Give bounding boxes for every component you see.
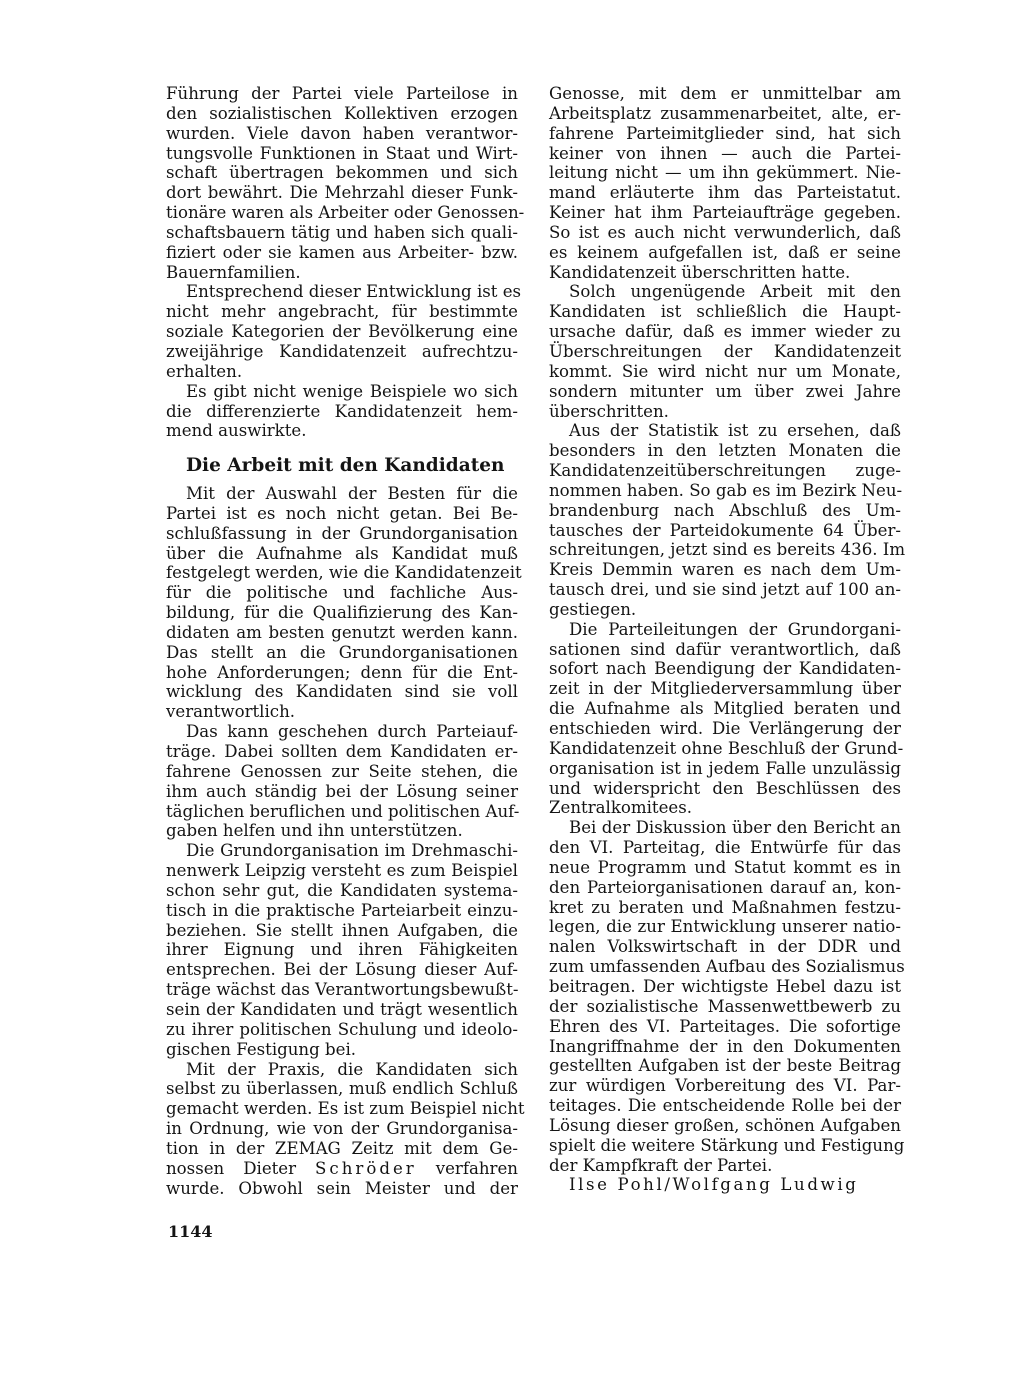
text-line: träge. Dabei sollten dem Kandidaten er- xyxy=(166,742,518,761)
text-line: leitung nicht — um ihn gekümmert. Nie- xyxy=(549,163,901,183)
text-line: sein der Kandidaten und trägt wesentlich xyxy=(166,999,518,1019)
text-line: Das stellt an die Grundorganisationen xyxy=(166,642,518,662)
text-line: die differenzierte Kandidatenzeit hem- xyxy=(166,401,518,421)
text-fragment: nossen Dieter xyxy=(166,1158,316,1178)
text-line: entschieden wird. Die Verlängerung der xyxy=(549,719,901,738)
text-line: nicht mehr angebracht, für bestimmte xyxy=(166,302,518,322)
text-line: fahrene Genossen zur Seite stehen, die xyxy=(166,761,518,781)
text-line: Kandidatenzeit ohne Beschluß der Grund- xyxy=(549,738,904,758)
text-line: schaft übertragen bekommen und sich xyxy=(166,163,518,183)
text-line: schreitungen, jetzt sind es bereits 436. Im xyxy=(549,540,906,560)
text-line: tionäre waren als Arbeiter oder Genossen- xyxy=(166,203,525,223)
text-line: schaftsbauern tätig und haben sich quali- xyxy=(166,222,518,242)
text-line: Partei ist es noch nicht getan. Bei Be- xyxy=(166,503,518,523)
text-line: Führung der Partei viele Parteilose in xyxy=(166,84,518,103)
text-line: organisation ist in jedem Falle unzulässig xyxy=(549,758,901,778)
text-line: mend auswirkte. xyxy=(166,421,307,441)
text-line: Kandidaten ist schließlich die Haupt- xyxy=(549,302,901,322)
text-line: schon sehr gut, die Kandidaten systema- xyxy=(166,880,518,900)
text-line: den Parteiorganisationen darauf an, kon- xyxy=(549,877,901,897)
section-heading: Die Arbeit mit den Kandidaten xyxy=(186,455,505,477)
text-line: Das kann geschehen durch Parteiauf- xyxy=(186,722,518,742)
text-line: Die Parteileitungen der Grundorgani- xyxy=(569,619,901,639)
text-line: tausch drei, und sie sind jetzt auf 100 an- xyxy=(549,580,901,600)
text-line: Aus der Statistik ist zu ersehen, daß xyxy=(569,421,901,441)
page-number: 1144 xyxy=(168,1222,213,1241)
text-line xyxy=(166,1159,518,1179)
spaced-name: Schröder xyxy=(315,1158,417,1178)
text-line: Bauernfamilien. xyxy=(166,262,301,282)
text-line: gaben helfen und ihn unterstützen. xyxy=(166,821,463,841)
text-line: besonders in den letzten Monaten die xyxy=(549,441,901,461)
text-line: es keinem aufgefallen ist, daß er seine xyxy=(549,242,901,262)
text-line: den sozialistischen Kollektiven erzogen xyxy=(166,103,518,123)
text-line: wurde. Obwohl sein Meister und der xyxy=(166,1178,518,1198)
text-line: Inangriffnahme der in den Dokumenten xyxy=(549,1036,901,1056)
text-line: überschritten. xyxy=(549,401,669,421)
text-line: mand erläuterte ihm das Parteistatut. xyxy=(549,183,901,203)
text-line: wicklung des Kandidaten sind sie voll xyxy=(166,682,518,702)
author-signature: Ilse Pohl/Wolfgang Ludwig xyxy=(569,1175,859,1195)
left-column xyxy=(166,84,525,1198)
text-line: zu ihrer politischen Schulung und ideolo- xyxy=(166,1019,518,1039)
text-line: fahrene Parteimitglieder sind, hat sich xyxy=(549,123,901,143)
text-line: ursache dafür, daß es immer wieder zu xyxy=(549,322,901,342)
text-line: Zentralkomitees. xyxy=(549,798,693,818)
text-line: täglichen beruflichen und politischen Auf- xyxy=(166,801,520,821)
text-line: gischen Festigung bei. xyxy=(166,1039,357,1059)
text-line: Keiner hat ihm Parteiaufträge gegeben. xyxy=(549,203,901,223)
text-line: neue Programm und Statut kommt es in xyxy=(549,857,901,877)
text-line: träge wächst das Verantwortungsbewußt- xyxy=(166,980,519,1000)
text-line: entsprechen. Bei der Lösung dieser Auf- xyxy=(166,960,518,980)
text-line: gemacht werden. Es ist zum Beispiel nicht xyxy=(166,1099,525,1119)
text-line: und widerspricht den Beschlüssen des xyxy=(549,778,901,798)
text-line: gestiegen. xyxy=(549,599,637,619)
text-line: didaten am besten genutzt werden kann. xyxy=(166,622,518,642)
text-line: der sozialistische Massenwettbewerb zu xyxy=(549,996,901,1016)
text-line: nalen Volkswirtschaft in der DDR und xyxy=(549,937,901,957)
text-line: beitragen. Der wichtigste Hebel dazu ist xyxy=(549,976,901,996)
text-line: Bei der Diskussion über den Bericht an xyxy=(569,818,901,838)
text-fragment: verfahren xyxy=(416,1158,518,1178)
text-line: Genosse, mit dem er unmittelbar am xyxy=(549,84,901,103)
text-line: tisch in die praktische Parteiarbeit einzu- xyxy=(166,900,518,920)
text-line: tion in der ZEMAG Zeitz mit dem Ge- xyxy=(166,1138,518,1158)
text-line: zeit in der Mitgliederversammlung über xyxy=(549,679,901,699)
text-line: nommen haben. So gab es im Bezirk Neu- xyxy=(549,480,903,500)
text-line: die Aufnahme als Mitglied beraten und xyxy=(549,699,901,719)
text-line: Die Grundorganisation im Drehmaschi- xyxy=(186,841,518,861)
text-line: spielt die weitere Stärkung und Festigung xyxy=(549,1135,905,1155)
text-line: Überschreitungen der Kandidatenzeit xyxy=(549,341,901,361)
text-line: zweijährige Kandidatenzeit aufrechtzu- xyxy=(166,341,518,361)
text-line: sondern mitunter um über zwei Jahre xyxy=(549,381,901,401)
text-line: selbst zu überlassen, muß endlich Schluß xyxy=(166,1079,518,1099)
text-line: Ehren des VI. Parteitages. Die sofortige xyxy=(549,1016,901,1036)
text-line: ihrer Eignung und ihren Fähigkeiten xyxy=(166,940,518,960)
text-line: tausches der Parteidokumente 64 Über- xyxy=(549,520,901,540)
text-line: gestellten Aufgaben ist der beste Beitrag xyxy=(549,1056,901,1076)
text-line: legen, die zur Entwicklung unserer natio- xyxy=(549,917,901,937)
text-line: der Kampfkraft der Partei. xyxy=(549,1155,773,1175)
text-line: Lösung dieser großen, schönen Aufgaben xyxy=(549,1115,901,1135)
text-line: Es gibt nicht wenige Beispiele wo sich xyxy=(186,381,518,401)
text-line: tungsvolle Funktionen in Staat und Wirt- xyxy=(166,143,518,163)
text-line: dort bewährt. Die Mehrzahl dieser Funk- xyxy=(166,183,518,203)
text-line: ihm auch ständig bei der Lösung seiner xyxy=(166,781,518,801)
text-line: erhalten. xyxy=(166,361,243,381)
text-line: bildung, für die Qualifizierung des Kan- xyxy=(166,603,518,623)
text-line: in Ordnung, wie von der Grundorganisa- xyxy=(166,1119,518,1139)
text-line: beziehen. Sie stellt ihnen Aufgaben, die xyxy=(166,920,518,940)
text-line: Solch ungenügende Arbeit mit den xyxy=(569,282,901,302)
text-line: sationen sind dafür verantwortlich, daß xyxy=(549,639,901,659)
text-line: So ist es auch nicht verwunderlich, daß xyxy=(549,222,901,242)
text-line: wurden. Viele davon haben verantwor- xyxy=(166,123,518,143)
text-line: nenwerk Leipzig versteht es zum Beispiel xyxy=(166,861,518,881)
text-line: Kandidatenzeit überschritten hatte. xyxy=(549,262,851,282)
text-line: schlußfassung in der Grundorganisation xyxy=(166,523,518,543)
text-line: verantwortlich. xyxy=(166,702,296,722)
text-line: zum umfassenden Aufbau des Sozialismus xyxy=(549,957,905,977)
text-line: brandenburg nach Abschluß des Um- xyxy=(549,500,901,520)
right-column xyxy=(549,84,906,1195)
text-line: fiziert oder sie kamen aus Arbeiter- bzw. xyxy=(166,242,518,262)
text-line: teitages. Die entscheidende Rolle bei der xyxy=(549,1096,901,1116)
text-line: Mit der Praxis, die Kandidaten sich xyxy=(186,1059,518,1079)
text-line: für die politische und fachliche Aus- xyxy=(166,583,518,603)
text-line: kret zu beraten und Maßnahmen festzu- xyxy=(549,897,901,917)
text-line: soziale Kategorien der Bevölkerung eine xyxy=(166,322,518,342)
text-line: Kreis Demmin waren es nach dem Um- xyxy=(549,560,901,580)
text-line: kommt. Sie wird nicht nur um Monate, xyxy=(549,361,901,381)
text-line: Entsprechend dieser Entwicklung ist es xyxy=(186,282,522,302)
text-line: zur würdigen Vorbereitung des VI. Par- xyxy=(549,1076,901,1096)
text-line: sofort nach Beendigung der Kandidaten- xyxy=(549,659,901,679)
text-line: Mit der Auswahl der Besten für die xyxy=(186,484,518,504)
text-line: Arbeitsplatz zusammenarbeitet, alte, er- xyxy=(549,103,901,123)
text-line: keiner von ihnen — auch die Partei- xyxy=(549,143,901,163)
text-line: über die Aufnahme als Kandidat muß xyxy=(166,543,518,563)
text-line: den VI. Parteitag, die Entwürfe für das xyxy=(549,838,901,858)
text-line: hohe Anforderungen; denn für die Ent- xyxy=(166,662,518,682)
text-line: festgelegt werden, wie die Kandidatenzeit xyxy=(166,563,522,583)
text-line: Kandidatenzeitüberschreitungen zuge- xyxy=(549,461,901,481)
